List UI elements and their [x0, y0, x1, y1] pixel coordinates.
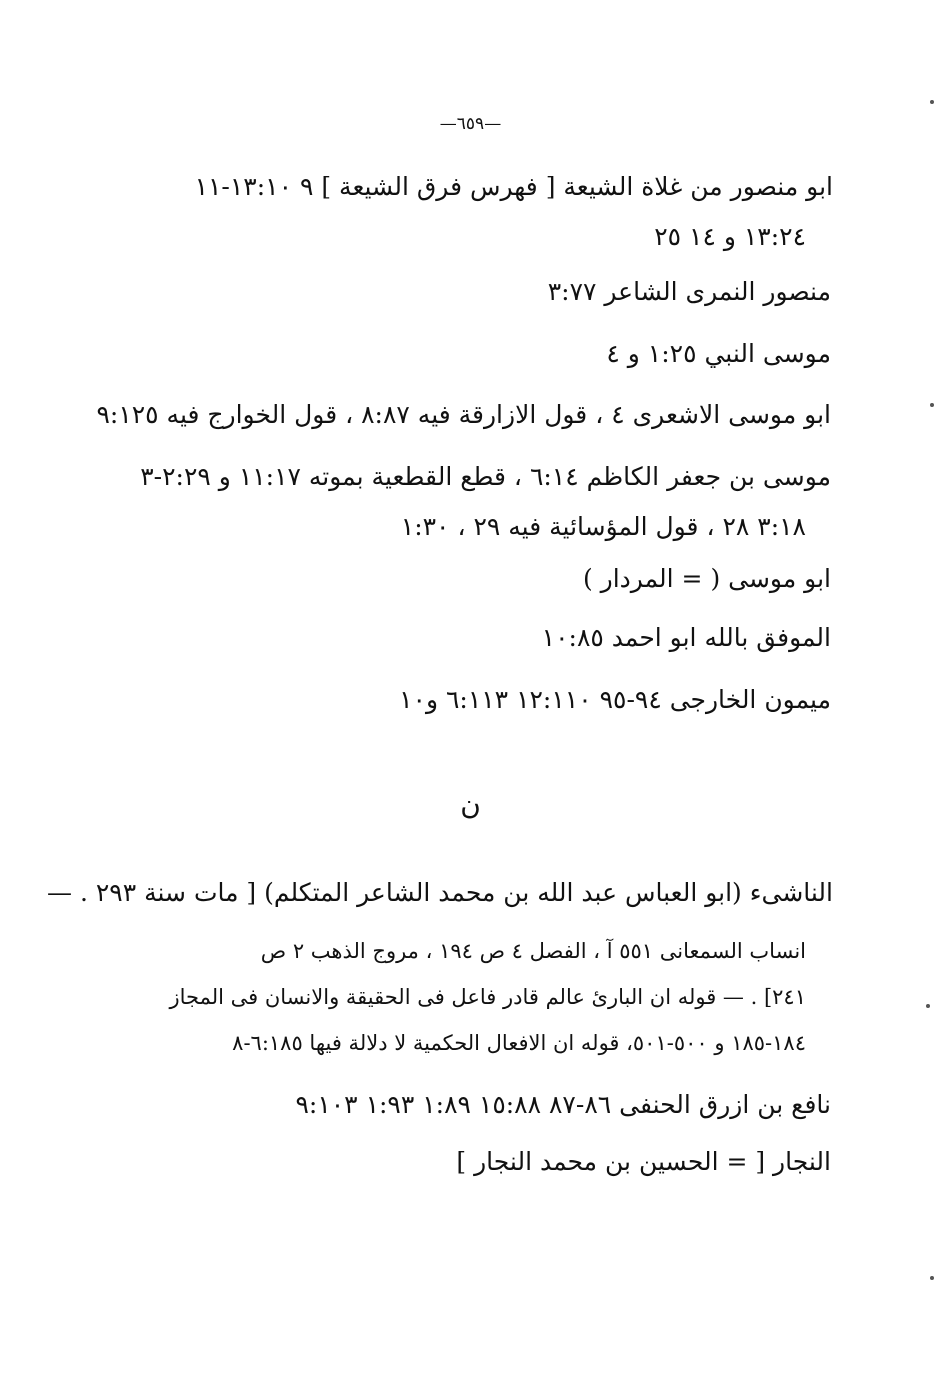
index-entry-line: الناشىء (ابو العباس عبد الله بن محمد الشاعر المتكلم) [ مات سنة ٢٩٣ . —: [47, 878, 833, 907]
index-entry-line: نافع بن ازرق الحنفى ٨٦-٨٧ ١٥:٨٨ ١:٨٩ ١:٩٣ ٩:١٠٣: [295, 1090, 831, 1119]
index-entry-continuation: ١٣:٢٤ و ١٤ ٢٥: [654, 222, 806, 251]
scan-speck: [930, 403, 934, 407]
index-entry-line: النجار [ = الحسين بن محمد النجار ]: [456, 1147, 831, 1176]
section-letter: ن: [460, 788, 481, 821]
index-entry-line: ميمون الخارجى ٩٤-٩٥ ١٢:١١٠ ٦:١١٣ و١٠: [399, 685, 831, 714]
index-entry-continuation: ١٨٤-١٨٥ و ٥٠٠-٥٠١، قوله ان الافعال الحكمية لا دلالة فيها ٦:١٨٥-٨: [232, 1031, 806, 1055]
index-entry-continuation: ٢٤١] . — قوله ان البارئ عالم قادر فاعل فى الحقيقة والانسان فى المجاز: [169, 985, 806, 1009]
page-number: —٦٥٩—: [439, 114, 502, 134]
index-entry-line: ابو منصور من غلاة الشيعة [ فهرس فرق الشيعة ] ٩ ١٣:١٠-١١: [194, 172, 833, 201]
index-entry-continuation: انساب السمعانى ٥٥١ آ ، الفصل ٤ ص ١٩٤ ، مروج الذهب ٢ ص: [260, 939, 806, 963]
index-entry-line: ابو موسى ( = المردار ): [582, 564, 831, 593]
scan-speck: [930, 1276, 934, 1280]
index-entry-continuation: ٣:١٨ ٢٨ ، قول المؤسائية فيه ٢٩ ، ١:٣٠: [400, 512, 806, 541]
index-entry-line: موسى بن جعفر الكاظم ٦:١٤ ، قطع القطعية بموته ١١:١٧ و ٢:٢٩-٣: [140, 462, 831, 491]
scan-speck: [930, 100, 934, 104]
scan-speck: [926, 1004, 930, 1008]
index-entry-line: الموفق بالله ابو احمد ١٠:٨٥: [541, 623, 831, 652]
index-entry-line: ابو موسى الاشعرى ٤ ، قول الازارقة فيه ٨:٨٧ ، قول الخوارج فيه ٩:١٢٥: [96, 400, 831, 429]
index-entry-line: موسى النبي ١:٢٥ و ٤: [606, 339, 831, 368]
index-entry-line: منصور النمرى الشاعر ٣:٧٧: [547, 277, 831, 306]
